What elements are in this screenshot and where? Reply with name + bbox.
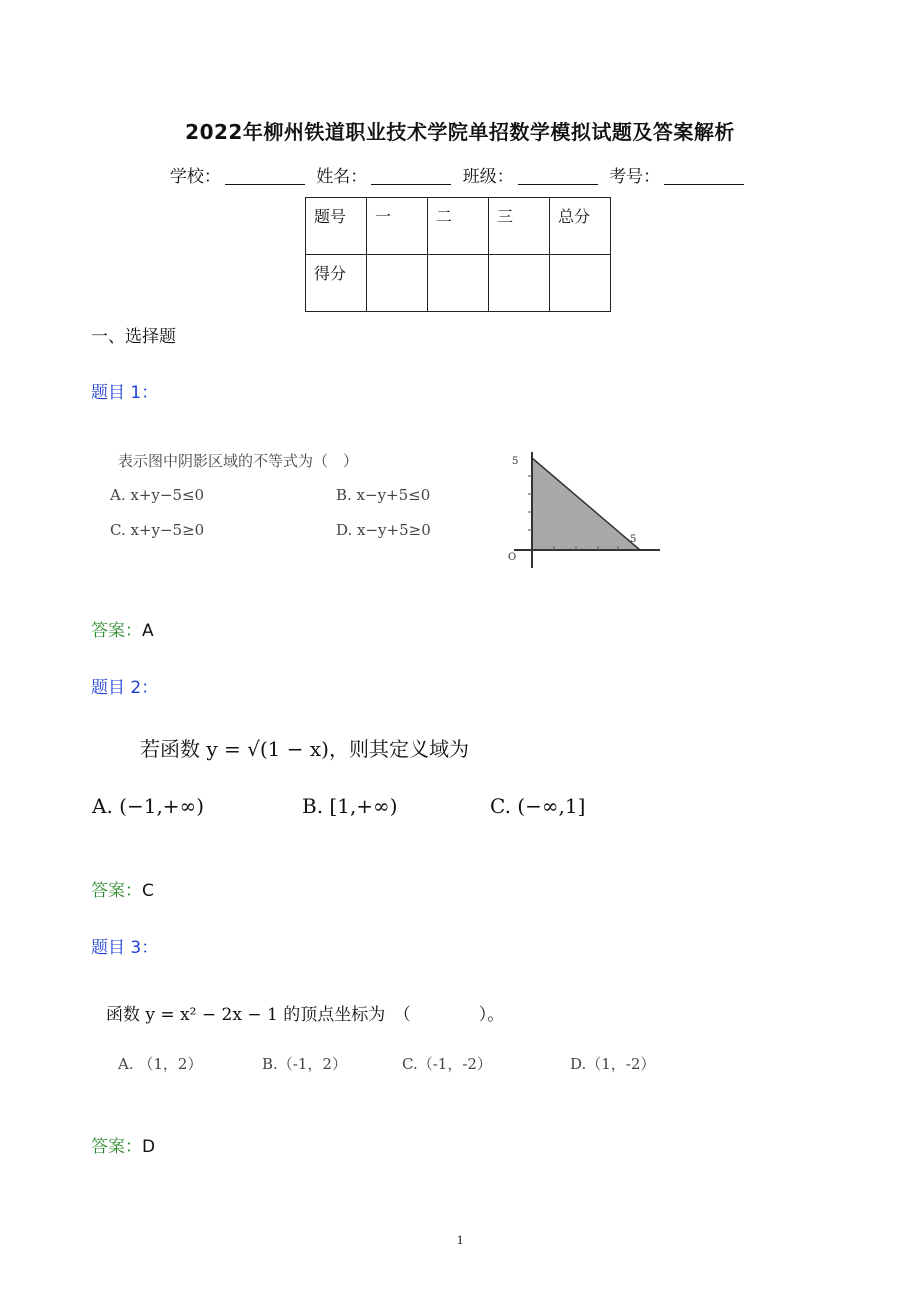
question-1-option-d: D. x−y+5≥0: [336, 521, 431, 539]
student-info-line: [0, 162, 920, 187]
question-3-option-b: B.（-1，2）: [262, 1055, 347, 1073]
info-class-label: 班级：: [462, 167, 514, 187]
score-header-cell: 一: [367, 198, 428, 255]
score-table-score-row: [306, 255, 611, 312]
question-1-label: 题目 1：: [91, 383, 159, 403]
exam-no-blank: [664, 168, 744, 185]
answer-label: 答案：: [91, 1137, 142, 1157]
question-2-option-a: A. (−1,+∞): [92, 794, 205, 818]
question-1-option-b: B. x−y+5≤0: [336, 486, 431, 504]
score-cell: [550, 255, 611, 312]
score-cell: [428, 255, 489, 312]
score-cell: [367, 255, 428, 312]
score-table: [305, 197, 611, 312]
graph-y-label: 5: [512, 456, 519, 467]
class-blank: [518, 168, 598, 185]
section-heading: 一、选择题: [91, 327, 176, 347]
score-header-cell: 二: [428, 198, 489, 255]
score-table-header-row: [306, 198, 611, 255]
score-header-cell: 题号: [306, 198, 367, 255]
answer-value: C: [142, 881, 154, 901]
score-row-label: 得分: [306, 255, 367, 312]
info-exam-no-label: 考号：: [609, 167, 661, 187]
question-3-label: 题目 3：: [91, 938, 159, 958]
info-name-label: 姓名：: [316, 167, 368, 187]
question-2-option-c: C. (−∞,1]: [490, 794, 586, 818]
question-2-option-b: B. [1,+∞): [302, 794, 398, 818]
answer-value: A: [142, 621, 154, 641]
question-1-graph: [500, 446, 670, 571]
question-2-stem: 若函数 y = √(1 − x)，则其定义域为: [140, 737, 469, 761]
answer-label: 答案：: [91, 621, 142, 641]
question-3-option-d: D.（1，-2）: [570, 1055, 656, 1073]
question-3-option-c: C.（-1，-2）: [402, 1055, 492, 1073]
name-blank: [371, 168, 451, 185]
page-title: 2022年柳州铁道职业技术学院单招数学模拟试题及答案解析: [185, 120, 735, 144]
score-cell: [489, 255, 550, 312]
question-3-answer: [91, 1132, 155, 1157]
question-1-answer: [91, 616, 154, 641]
question-1-option-c: C. x+y−5≥0: [110, 521, 205, 539]
answer-value: D: [142, 1137, 156, 1157]
school-blank: [225, 168, 305, 185]
question-1-option-a: A. x+y−5≤0: [110, 486, 205, 504]
answer-label: 答案：: [91, 881, 142, 901]
info-school-label: 学校：: [169, 167, 221, 187]
page-number: 1: [456, 1232, 464, 1247]
score-header-cell: 总分: [550, 198, 611, 255]
graph-x-label: 5: [630, 534, 637, 545]
graph-origin-label: O: [508, 552, 517, 563]
question-3-option-a: A. （1，2）: [118, 1055, 203, 1073]
question-3-stem: 函数 y = x² − 2x − 1 的顶点坐标为 （ ）。: [106, 1005, 505, 1025]
question-2-answer: [91, 876, 154, 901]
question-1-stem: 表示图中阴影区域的不等式为（ ）: [118, 452, 359, 470]
question-2-label: 题目 2：: [91, 678, 159, 698]
score-header-cell: 三: [489, 198, 550, 255]
